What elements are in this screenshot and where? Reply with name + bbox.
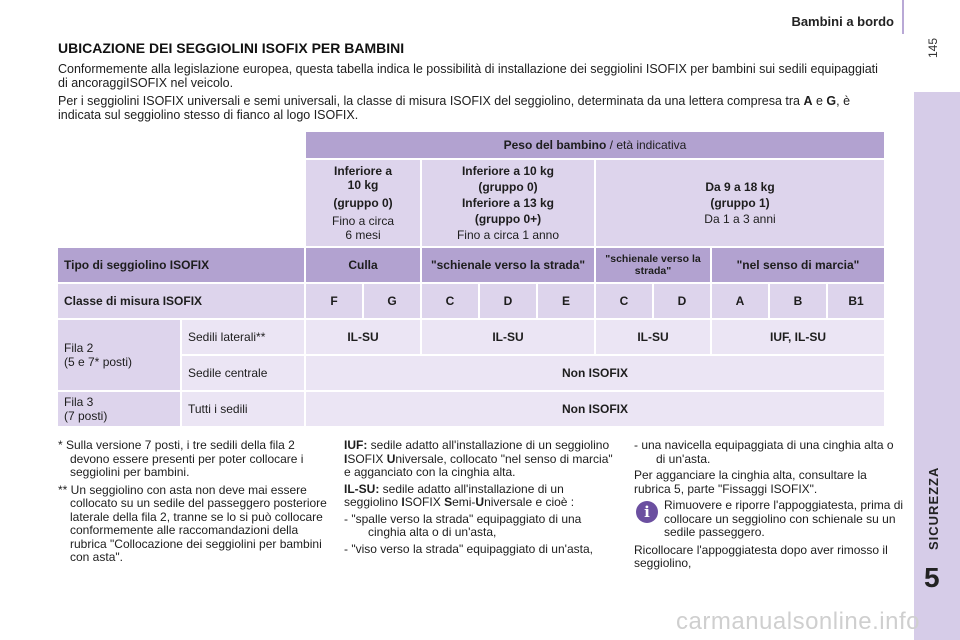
watermark: carmanualsonline.info [676,608,920,635]
legend-ilsu: IL-SU: sedile adatto all'installazione di un seggiolino ISOFIX Semi-Universale e cioè : [344,481,575,509]
type-forward-facing: "nel senso di marcia" [712,248,884,282]
info-icon: i [636,501,658,523]
row-2-center-value: Non ISOFIX [306,356,884,390]
row-2-label: Fila 2 (5 e 7* posti) [58,320,180,390]
page-title: UBICAZIONE DEI SEGGIOLINI ISOFIX PER BAMBINI [58,40,405,56]
size-class-cell: D [654,284,710,318]
note-top-tether: Per agganciare la cinghia alta, consultare la rubrica 5, parte "Fissaggi ISOFIX". [634,468,867,496]
legend-iuf: IUF: sedile adatto all'installazione di un seggiolino ISOFIX Universale, collocato "nel senso di marcia" e agganciato con la cinghia alta. [344,438,613,479]
weight-header: Peso del bambino / età indicativa [306,132,884,158]
seat-type-label: Tipo di seggiolino ISOFIX [58,248,304,282]
type-cradle: Culla [306,248,420,282]
intro-paragraph-2: Per i seggiolini ISOFIX universali e semi universali, la classe di misura ISOFIX del seggiolino, determinata da una lettera compresa tra A e G, è indicata sul seggiolino stesso di fianco al logo ISOFIX. [58,94,851,122]
size-class-cell: D [480,284,536,318]
group-1-cell: Da 9 a 18 kg (gruppo 1) Da 1 a 3 anni [596,160,884,246]
footnotes [58,439,330,569]
footnote-2: ** Un seggiolino con asta non deve mai essere collocato su un sedile del passeggero posteriore laterale della fila 2, tranne se lo si può collocare conformemente alle raccomandazioni della rubrica "Collocazione dei seggiolini per bambini con asta". [58,482,327,564]
row-2-side-value: IUF, IL-SU [712,320,884,354]
row-2-side-value: IL-SU [306,320,420,354]
row-3-label: Fila 3 (7 posti) [58,392,180,426]
footnote-1: * Sulla versione 7 posti, i tre sedili della fila 2 devono essere presenti per poter collocare i seggiolini per bambini. [58,438,304,479]
size-class-cell: B [770,284,826,318]
chapter-sidebar [914,92,960,640]
row-2-side-seats: Sedili laterali** [182,320,304,354]
row-2-side-value: IL-SU [596,320,710,354]
size-class-cell: E [538,284,594,318]
legend-column [344,439,614,559]
size-class-cell: A [712,284,768,318]
size-class-cell: C [422,284,478,318]
size-class-cell: B1 [828,284,884,318]
size-class-cell: F [306,284,362,318]
notes-column [634,439,904,574]
info-text: Rimuovere e riporre l'appoggiatesta, prima di collocare un seggiolino con schienale su un sedile passeggero. [664,498,904,539]
chapter-number: 5 [924,562,940,593]
group-0plus-cell: Inferiore a 10 kg (gruppo 0) Inferiore a 13 kg (gruppo 0+) Fino a circa 1 anno [422,160,594,246]
info-box [634,499,904,540]
group-0-cell: Inferiore a 10 kg (gruppo 0) Fino a circa 6 mesi [306,160,420,246]
type-rear-facing-b: "schienale verso la strada" [596,248,710,282]
type-rear-facing-a: "schienale verso la strada" [422,248,594,282]
intro-paragraph-1: Conformemente alla legislazione europea, questa tabella indica le possibilità di installazione dei seggiolini ISOFIX per bambini sui sedili equipaggiati di ancoraggiISOFIX nel veicolo. [58,62,878,90]
legend-list-item: - "spalle verso la strada" equipaggiato di una cinghia alta o di un'asta, [344,511,582,539]
size-class-cell: C [596,284,652,318]
section-title: Bambini a bordo [791,14,894,29]
legend-list-item: - "viso verso la strada" equipaggiato di un'asta, [344,541,593,556]
header-divider [902,0,904,34]
row-2-center-seat: Sedile centrale [182,356,304,390]
legend-list-item: - una navicella equipaggiata di una cinghia alta o di un'asta. [634,438,894,466]
row-3-value: Non ISOFIX [306,392,884,426]
chapter-label: SICUREZZA [926,466,941,550]
size-class-label: Classe di misura ISOFIX [58,284,304,318]
note-headrest: Ricollocare l'appoggiatesta dopo aver rimosso il seggiolino, [634,542,888,570]
row-3-seats: Tutti i sedili [182,392,304,426]
page-number: 145 [926,37,940,58]
row-2-side-value: IL-SU [422,320,594,354]
size-class-cell: G [364,284,420,318]
isofix-table [56,130,886,428]
